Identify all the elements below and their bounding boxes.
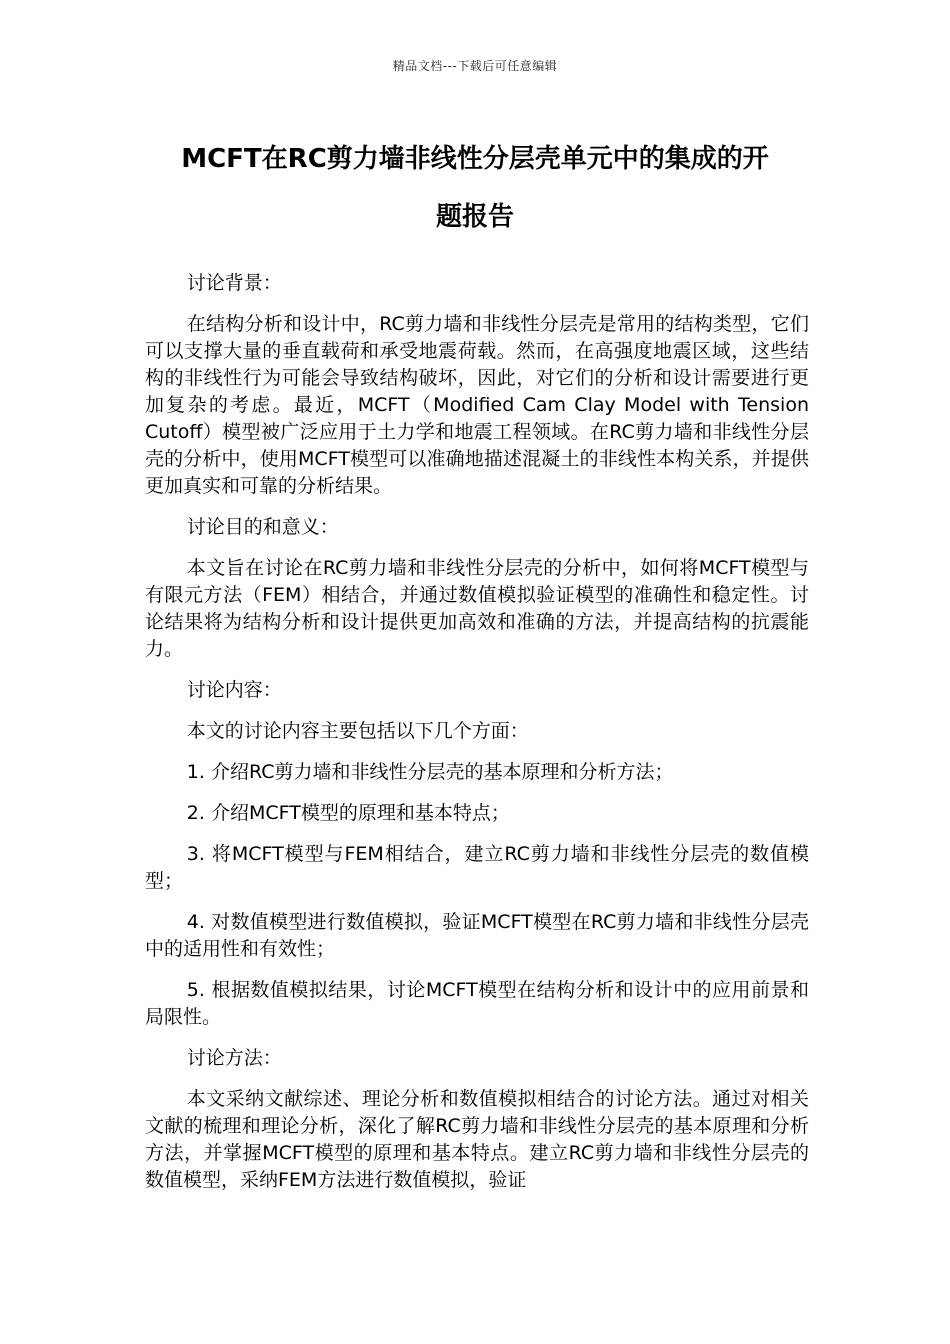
paragraph-purpose: 本文旨在讨论在RC剪力墙和非线性分层壳的分析中，如何将MCFT模型与有限元方法（FEM）相结合，并通过数值模拟验证模型的准确性和稳定性。讨论结果将为结构分析和设计提供更加高效和准确的方法，并提高结构的抗震能力。	[145, 557, 809, 660]
list-item-5: 5. 根据数值模拟结果，讨论MCFT模型在结构分析和设计中的应用前景和局限性。	[145, 979, 809, 1028]
document-body	[145, 270, 809, 1208]
paragraph-method: 本文采纳文献综述、理论分析和数值模拟相结合的讨论方法。通过对相关文献的梳理和理论分析，深化了解RC剪力墙和非线性分层壳的基本原理和分析方法，并掌握MCFT模型的原理和基本特点。建立RC剪力墙和非线性分层壳的数值模型，采纳FEM方法进行数值模拟，验证	[145, 1088, 809, 1191]
section-heading-background: 讨论背景：	[186, 272, 282, 294]
document-title	[130, 130, 820, 246]
page-header: 精品文档---下载后可任意编辑	[392, 59, 558, 73]
list-item-3: 3. 将MCFT模型与FEM相结合，建立RC剪力墙和非线性分层壳的数值模型；	[145, 843, 809, 892]
paragraph-content-intro: 本文的讨论内容主要包括以下几个方面：	[186, 720, 529, 742]
list-item-2: 2. 介绍MCFT模型的原理和基本特点；	[186, 802, 510, 824]
section-heading-content: 讨论内容：	[186, 679, 282, 701]
section-heading-method: 讨论方法：	[186, 1047, 282, 1069]
section-heading-purpose: 讨论目的和意义：	[186, 516, 339, 538]
title-line-1: MCFT在RC剪力墙非线性分层壳单元中的集成的开	[181, 144, 769, 174]
list-item-1: 1. 介绍RC剪力墙和非线性分层壳的基本原理和分析方法；	[186, 761, 674, 783]
paragraph-background: 在结构分析和设计中，RC剪力墙和非线性分层壳是常用的结构类型，它们可以支撑大量的垂直载荷和承受地震荷载。然而，在高强度地震区域，这些结构的非线性行为可能会导致结构破坏，因此，对它们的分析和设计需要进行更加复杂的考虑。最近，MCFT（Modified Cam Clay Model with Tension Cutoff）模型被广泛应用于土力学和地震工程领域。在RC剪力墙和非线性分层壳的分析中，使用MCFT模型可以准确地描述混凝土的非线性本构关系，并提供更加真实和可靠的分析结果。	[145, 313, 809, 497]
title-line-2: 题报告	[435, 202, 514, 232]
list-item-4: 4. 对数值模型进行数值模拟，验证MCFT模型在RC剪力墙和非线性分层壳中的适用性和有效性；	[145, 911, 809, 960]
